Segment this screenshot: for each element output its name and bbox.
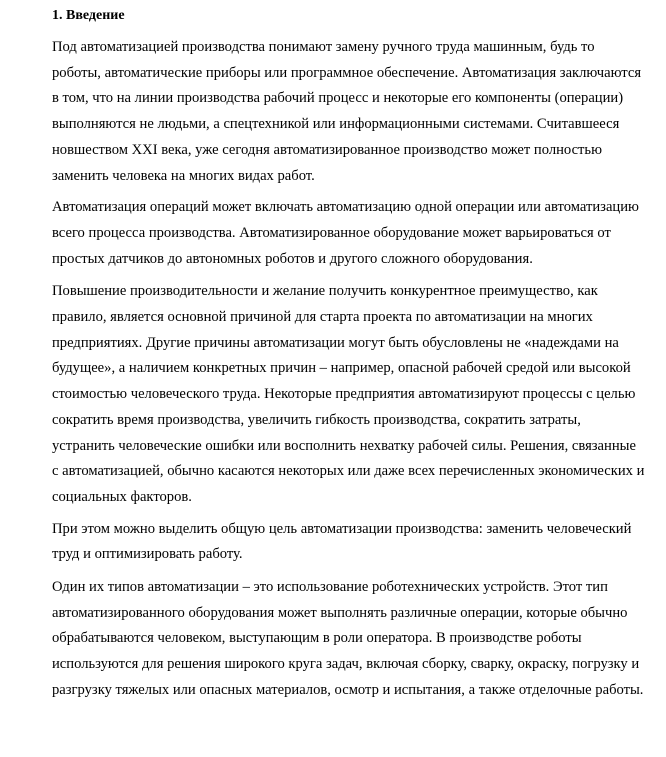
paragraph-5: Один их типов автоматизации – это использование роботехнических устройств. Этот тип автоматизированного оборудования может выполнять различные операции, которые обычно обрабатываются человеком, выступающим в роли оператора. В производстве роботы используются для решения широкого круга задач, включая сборку, сварку, окраску, погрузку и разгрузку тяжелых или опасных материалов, осмотр и испытания, а также отделочные работы. [52,579,644,698]
paragraph-3: Повышение производительности и желание получить конкурентное преимущество, как правило, является основной причиной для старта проекта по автоматизации на многих предприятиях. Другие причины автоматизации могут быть обусловлены не «надеждами на будущее», а наличием конкретных причин – например, опасной рабочей средой или высокой стоимостью человеческого труда. Некоторые предприятия автоматизируют процессы с целью сократить время производства, увеличить гибкость производства, сократить затраты, устранить человеческие ошибки или восполнить нехватку рабочей силы. Решения, связанные с автоматизацией, обычно касаются некоторых или даже всех перечисленных экономических и социальных факторов. [52,283,645,505]
paragraph-2: Автоматизация операций может включать автоматизацию одной операции или автоматизацию всего процесса производства. Автоматизированное оборудование может варьироваться от простых датчиков до автономных роботов и другого сложного оборудования. [52,199,639,267]
section-heading: 1. Введение [52,8,125,23]
paragraph-1: Под автоматизацией производства понимают замену ручного труда машинным, будь то роботы, автоматические приборы или программное обеспечение. Автоматизация заключаются в том, что на линии производства рабочий процесс и некоторые его компоненты (операции) выполняются не людьми, а спецтехникой или информационными системами. Считавшееся новшеством XXI века, уже сегодня автоматизированное производство может полностью заменить человека на многих видах работ. [52,39,642,184]
paragraph-4: При этом можно выделить общую цель автоматизации производства: заменить человеческий труд и оптимизировать работу. [52,520,632,563]
